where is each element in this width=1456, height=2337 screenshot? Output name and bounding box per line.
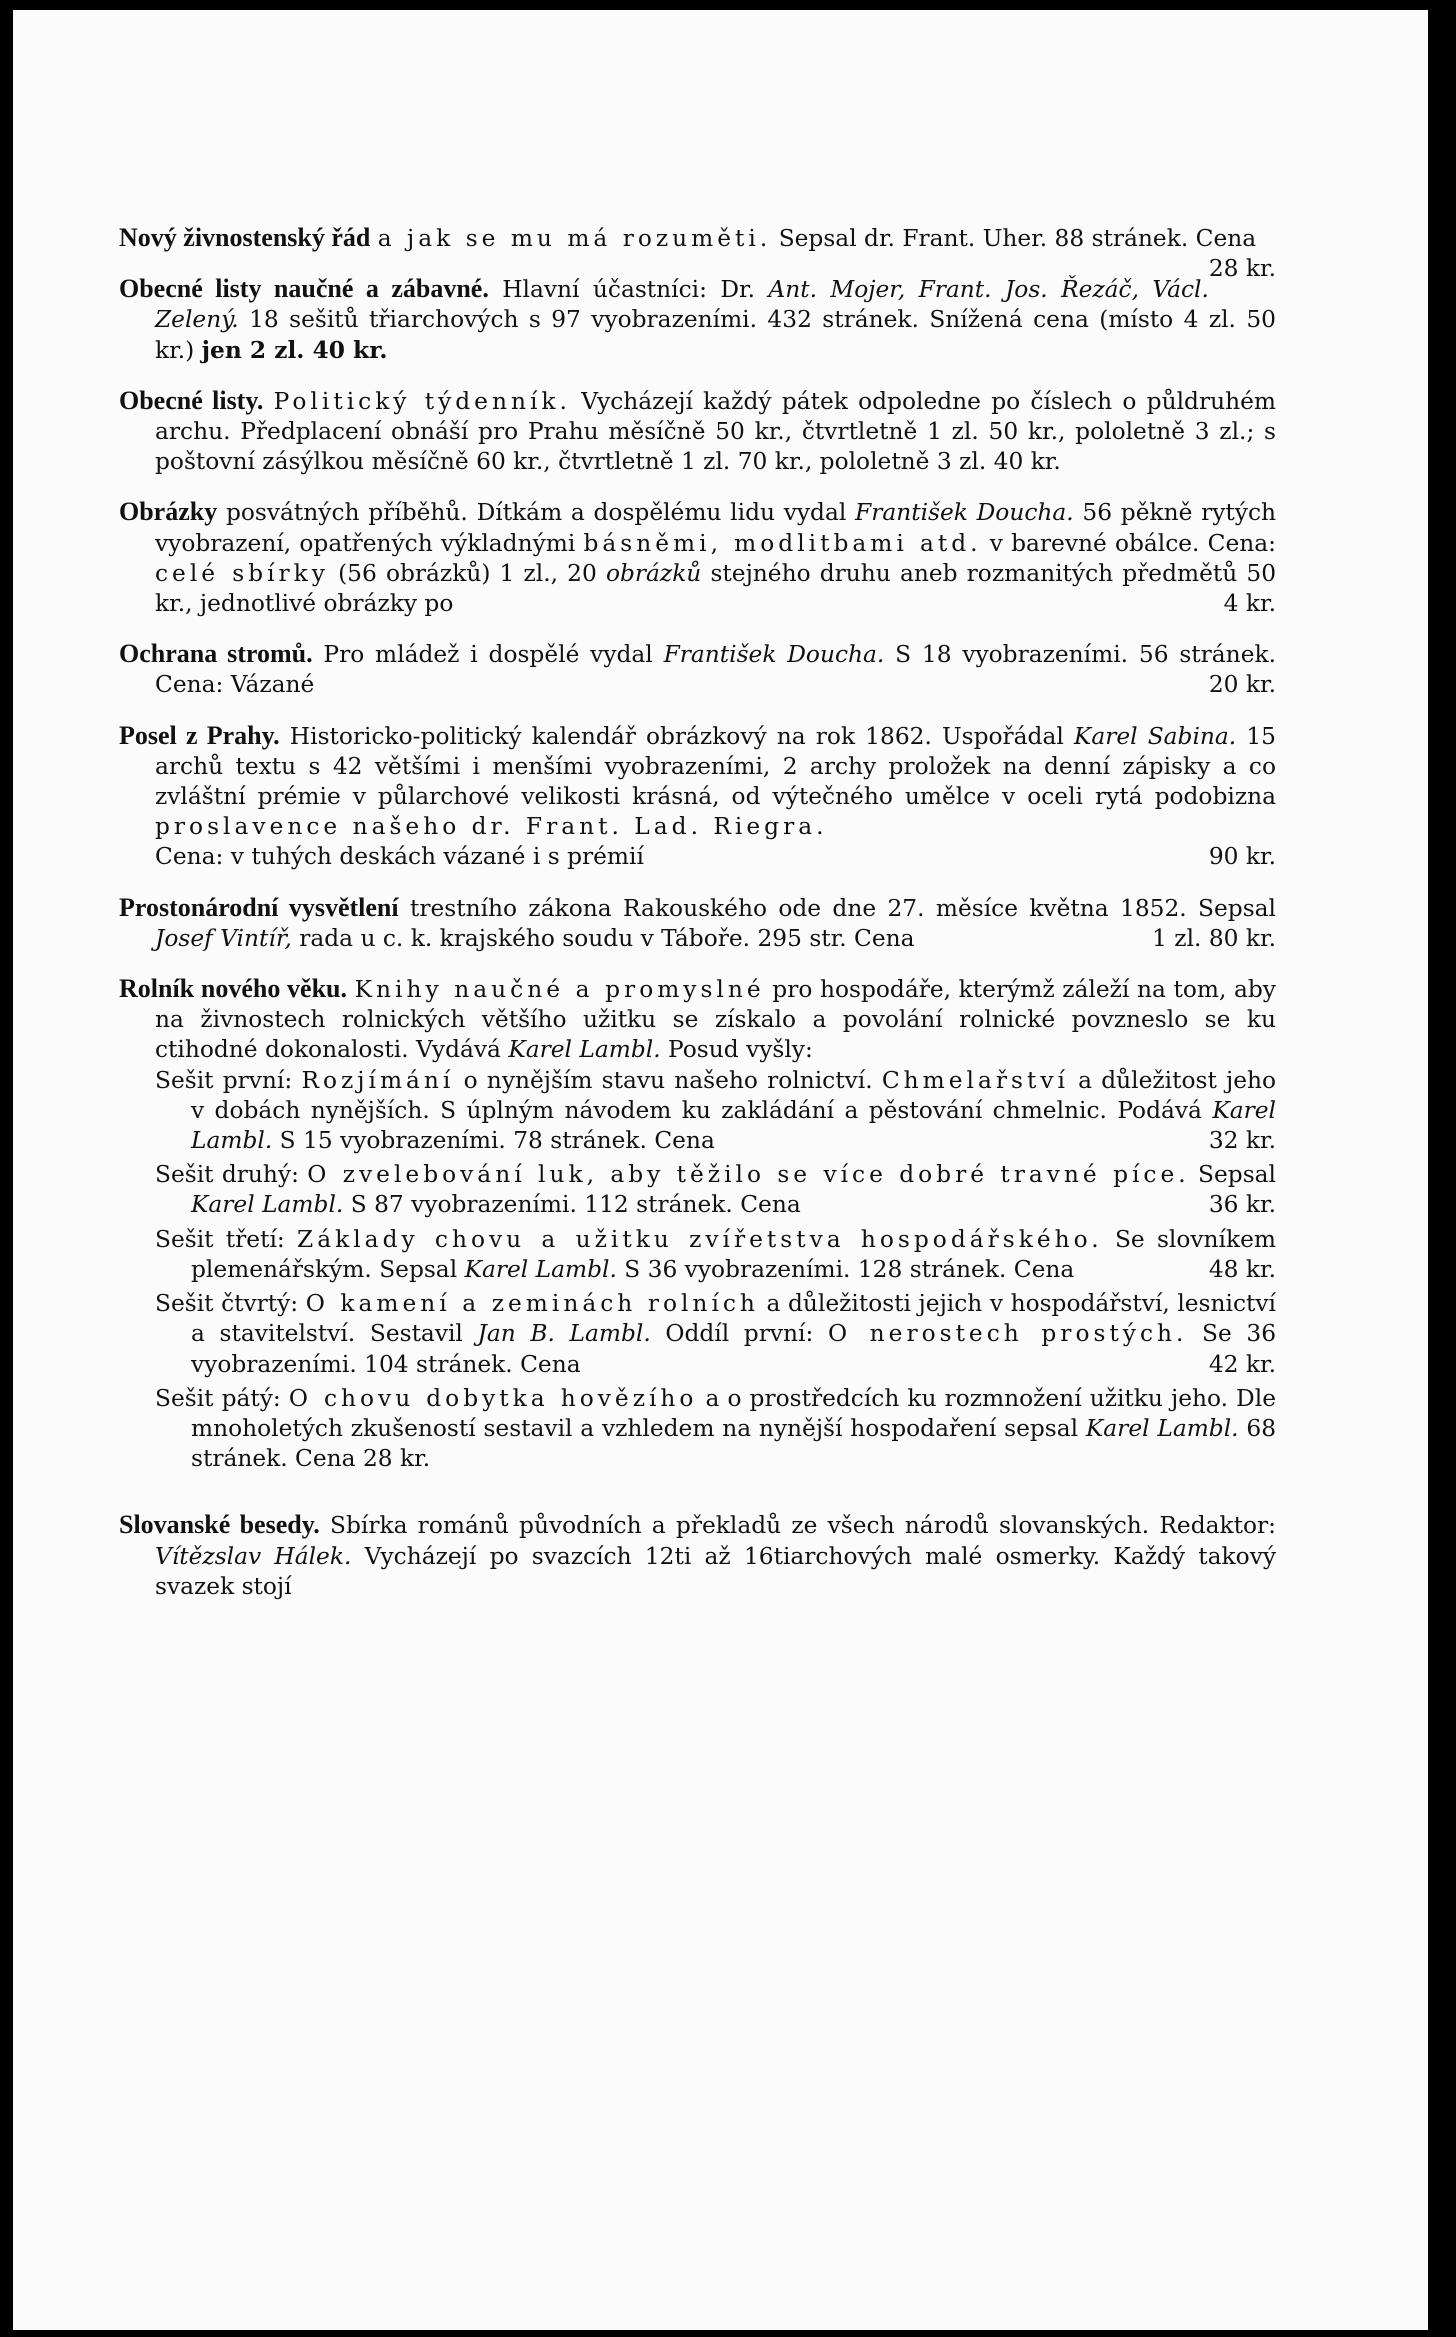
sesit-author: Karel Lambl.: [191, 1191, 344, 1219]
entry-title: Posel z Prahy.: [119, 720, 280, 750]
sesit-label: Sešit třetí:: [155, 1225, 285, 1253]
sesit-body: S 87 vyobrazeními. 112 stránek. Cena: [350, 1191, 801, 1219]
entry-spaced: celé sbírky: [155, 559, 329, 587]
entry-obrazky: [119, 497, 1276, 619]
sesit-body: a důležitosti jejich v hospodářství, lesnictví a stavitelství. Sestavil: [191, 1290, 1276, 1348]
sesit-author: Karel Lambl.: [191, 1096, 1277, 1155]
sesit-body: Se 36 vyobrazeními. 104 stránek. Cena: [191, 1320, 1277, 1378]
entry-price: 90 kr.: [1208, 843, 1276, 871]
entry-author: Karel Sabina.: [1073, 722, 1237, 750]
sesit-body: a o prostředcích ku rozmnožení užitku jeho. Dle mnoholetých zkušeností sestavil a vzhledem na nynější hospodaření sepsal: [191, 1384, 1276, 1442]
sesit-body: Sepsal: [1198, 1161, 1277, 1189]
entry-price: 20 kr.: [1208, 671, 1276, 699]
entry-body: 56 pěkně rytých vyobrazení, opatřených výkladnými: [155, 499, 1277, 557]
entry-author: Josef Vintíř,: [155, 924, 292, 952]
entry-spaced: proslavence našeho dr. Frant. Lad. Riegra.: [155, 813, 828, 841]
page: [13, 10, 1428, 2330]
entry-author: Karel Lambl.: [508, 1036, 661, 1064]
sesit-spaced: Rozjímání: [301, 1066, 455, 1094]
entry-author: Vítězslav Hálek.: [155, 1542, 352, 1570]
entry-ochrana-stromu: [119, 639, 1276, 700]
sesit-body: Se slovníkem plemenářským. Sepsal: [191, 1225, 1277, 1283]
sesit-body: S 15 vyobrazeními. 78 stránek. Cena: [279, 1127, 715, 1155]
sesit-author: Karel Lambl.: [464, 1255, 617, 1283]
entry-title: Ochrana stromů.: [119, 639, 313, 669]
entry-title: Prostonárodní vysvětlení: [119, 892, 399, 922]
sesit-body: Oddíl první:: [665, 1320, 814, 1348]
entry-price: 4 kr.: [1223, 590, 1276, 618]
entry-body: Posud vyšly:: [668, 1036, 813, 1064]
entry-body: pro hospodáře, kterýmž záleží na tom, aby na živnostech rolnických většího užitku se získalo a povolání rolnické povzneslo se ku ctihodné dokonalosti. Vydává: [155, 976, 1276, 1064]
entry-body: Sbírka románů původních a překladů ze všech národů slovanských. Redaktor:: [330, 1512, 1277, 1540]
entry-title: Obrázky: [119, 497, 218, 527]
entry-subtitle: a jak se mu má rozuměti.: [377, 225, 772, 252]
sesit-2: [119, 1160, 1276, 1220]
entry-body: Vycházejí každý pátek odpoledne po číslech o půldruhém archu. Předplacení obnáší pro Prahu měsíčně 50 kr., čtvrtletně 1 zl. 50 kr., pololetně 3 zl.; s poštovní zásýlkou měsíčně 60 kr., čtvrtletně 1 zl. 70 kr., pololetně 3 zl. 40 kr.: [155, 387, 1276, 476]
sesit-5: [119, 1384, 1276, 1475]
entry-body: Vycházejí po svazcích 12ti až 16tiarchových malé osmerky. Každý takový svazek stojí: [155, 1542, 1277, 1600]
entry-rolnik-noveho-veku: [119, 974, 1276, 1474]
entry-posel-z-prahy: [119, 721, 1276, 873]
sesit-spaced: O nerostech prostých.: [827, 1320, 1188, 1348]
entry-body: Pro mládež i dospělé vydal: [323, 641, 653, 669]
entry-price: 28 kr.: [1208, 255, 1276, 283]
sesit-spaced: Základy chovu a užitku zvířetstva hospodářského.: [297, 1225, 1103, 1253]
entry-title: Slovanské besedy.: [119, 1510, 320, 1540]
entry-price: 1 zl. 80 kr.: [1152, 924, 1276, 952]
sesit-body: 68 stránek. Cena 28 kr.: [191, 1414, 1277, 1473]
sesit-author: Jan B. Lambl.: [477, 1320, 651, 1348]
sesit-price: 32 kr.: [1208, 1127, 1276, 1155]
sesit-spaced: O zvelebování luk, aby těžilo se více dobré travné píce.: [307, 1161, 1190, 1189]
sesit-price: 42 kr.: [1208, 1350, 1276, 1378]
entry-cena: Cena: v tuhých deskách vázané i s prémií: [155, 843, 644, 871]
entry-body: rada u c. k. krajského soudu v Táboře. 295 str. Cena: [299, 924, 915, 952]
sesit-price: 48 kr.: [1208, 1255, 1276, 1283]
entry-body: S 18 vyobrazeními. 56 stránek. Cena: Vázané: [155, 641, 1276, 699]
entry-body: Sepsal dr. Frant. Uher. 88 stránek. Cena: [778, 225, 1257, 252]
sesit-spaced: Chmelařství: [881, 1066, 1069, 1094]
sesit-label: Sešit čtvrtý:: [155, 1290, 299, 1318]
entry-body: stejného druhu aneb rozmanitých předmětů 50 kr., jednotlivé obrázky po: [155, 559, 1277, 618]
sesit-body: a důležitost jeho v dobách nynějších. S úplným návodem ku zakládání a pěstování chmelnic. Podává: [191, 1066, 1277, 1124]
entry-body: v barevné obálce. Cena:: [989, 529, 1276, 557]
entry-obecne-listy: [119, 386, 1276, 478]
entry-italic: obrázků: [605, 559, 702, 587]
sesit-3: [119, 1225, 1276, 1285]
entry-title: Rolník nového věku.: [119, 974, 347, 1004]
sesit-label: Sešit druhý:: [155, 1161, 299, 1189]
entry-slovanske-besedy: [119, 1510, 1276, 1602]
catalog-column: [119, 223, 1276, 1622]
entry-body: trestního zákona Rakouského ode dne 27. měsíce května 1852. Sepsal: [409, 894, 1277, 922]
entry-body: (56 obrázků) 1 zl., 20: [338, 559, 597, 587]
sesit-label: Sešit pátý:: [155, 1384, 281, 1412]
sesit-body: o nynějším stavu našeho rolnictví.: [463, 1066, 873, 1094]
sesit-price: 36 kr.: [1208, 1191, 1276, 1219]
entry-body: Historicko-politický kalendář obrázkový na rok 1862. Uspořádal: [289, 722, 1064, 750]
entry-zivnostensky-rad: [119, 223, 1276, 283]
entry-title: Obecné listy naučné a zábavné.: [119, 274, 489, 304]
sesit-1: [119, 1066, 1276, 1157]
sesit-body: S 36 vyobrazeními. 128 stránek. Cena: [624, 1255, 1075, 1283]
entry-prostonarodni-vysvetleni: [119, 893, 1276, 954]
entry-subtitle: Politický týdenník.: [273, 387, 571, 415]
entry-body: 15 archů textu s 42 většími i menšími vyobrazeními, 2 archy proložek na denní zápisky a co zvláštní prémie v půlarchové velikosti krásná, od výtečného umělce v oceli rytá podobizna: [155, 722, 1276, 811]
entry-body: posvátných příběhů. Dítkám a dospělému lidu vydal: [225, 499, 847, 527]
entry-price-line: [155, 842, 1276, 872]
sesit-spaced: O chovu dobytka hovězího: [288, 1384, 698, 1412]
entry-body: 18 sešitů třiarchových s 97 vyobrazeními. 432 stránek. Snížená cena (místo 4 zl. 50 kr.): [155, 306, 1276, 364]
section-gap: [119, 1480, 1276, 1510]
entry-spaced: Knihy naučné a promyslné: [354, 976, 765, 1004]
entry-authors: Ant. Mojer, Frant. Jos. Řezáč, Václ. Zelený.: [155, 276, 1209, 334]
entry-body: Hlavní účastníci: Dr.: [502, 276, 755, 304]
sesit-spaced: O kamení a zeminách rolních: [305, 1290, 759, 1318]
sesit-label: Sešit první:: [155, 1066, 293, 1094]
entry-author: František Doucha.: [663, 641, 885, 669]
entry-title: Nový živnostenský řád: [119, 223, 371, 252]
entry-price: jen 2 zl. 40 kr.: [201, 336, 388, 364]
sesit-4: [119, 1289, 1276, 1380]
entry-spaced: básněmi, modlitbami atd.: [583, 529, 982, 557]
entry-title: Obecné listy.: [119, 385, 264, 415]
sesit-author: Karel Lambl.: [1085, 1414, 1239, 1442]
entry-author: František Doucha.: [855, 499, 1074, 527]
entry-obecne-listy-naucne: [119, 274, 1276, 366]
